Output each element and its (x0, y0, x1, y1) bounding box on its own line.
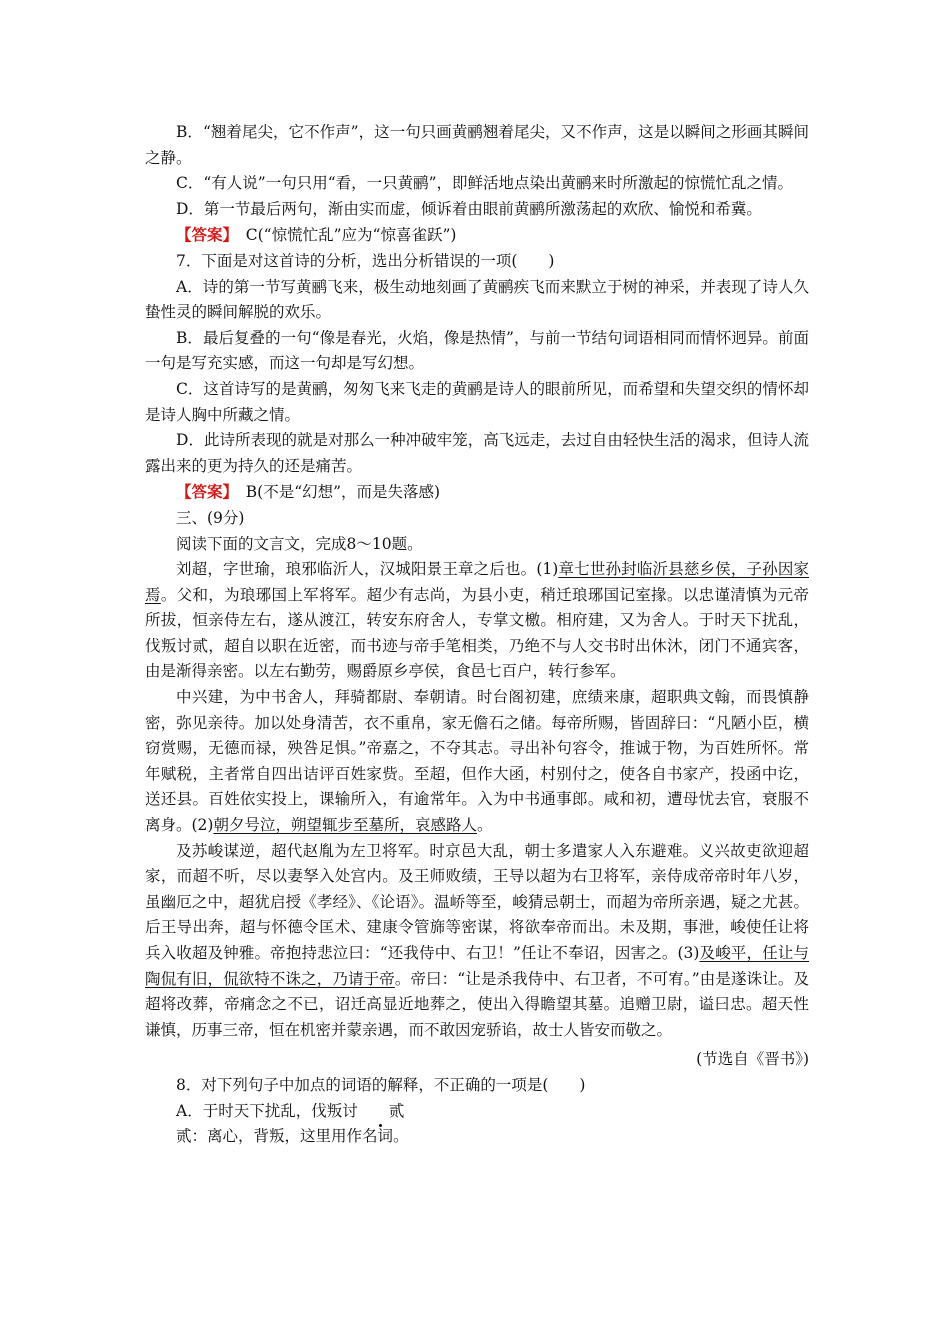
q6-option-c: C．“有人说”一句只用“看，一只黄鹂”，即鲜活地点染出黄鹂来时所激起的惊慌忙乱之情。 (176, 174, 794, 193)
passage-text: 。父和，为琅琊国上军将军。超少有志尚，为县小吏，稍迁琅琊国记室掾。以忠谨清慎为元帝所拔，恒亲侍左右，遂从渡江，转安东府舍人，专掌文檄。相府建，又为舍人。于时天下扰乱，伐叛讨贰，超自以职在近密，而书迹与帝手笔相类，乃绝不与人交书时出休沐，闭门不通宾客，由是渐得亲密。以左右勤劳，赐爵原乡亭侯，食邑七百户，转行参军。 (145, 585, 809, 681)
underlined-sentence-1: 章七世孙封临沂县慈乡侯，子孙因家焉 (145, 560, 809, 604)
passage-text: 及苏峻谋逆，超代赵胤为左卫将军。时京邑大乱，朝士多遣家人入东避难。义兴故吏欲迎超家，而超不听，尽以妻孥入处宫内。及王师败绩，王导以超为右卫将军，亲侍成帝帝时年八岁，虽幽厄之中，超犹启授《孝经》、《论语》。温峤等至，峻猜忌朝士，而超为帝所亲遇，疑之尤甚。后王导出奔，超与怀德令匡术、建康令管旆等密谋，将欲奉帝而出。未及期，事泄，峻使任让将兵入收超及钟雅。帝抱持悲泣曰：“还我侍中、右卫！”任让不奉诏，因害之。(3) (145, 841, 809, 962)
underlined-sentence-3: 及峻平，任让与陶侃有旧，侃欲特不诛之，乃请于帝 (145, 944, 809, 988)
section-heading: 三、(9分) (176, 508, 245, 527)
q8-option-a (145, 1099, 809, 1125)
q6-answer (145, 222, 809, 249)
q7-option-d: D．此诗所表现的就是对那么一种冲破牢笼，高飞远走，去过自由轻快生活的渴求，但诗人流露出来的更为持久的还是痛苦。 (145, 431, 809, 475)
passage-paragraph-3 (145, 839, 809, 1044)
passage-text: 刘超，字世瑜，琅邪临沂人，汉城阳景王章之后也。(1) (176, 560, 559, 579)
passage-source: (节选自《晋书》) (696, 1050, 809, 1069)
q7-option-c: C．这首诗写的是黄鹂，匆匆飞来飞走的黄鹂是诗人的眼前所见，而希望和失望交织的情怀却是诗人胸中所藏之情。 (145, 379, 809, 424)
q7-option-b: B．最后复叠的一句“像是春光，火焰，像是热情”，与前一节结句词语相同而情怀迥异。前面一句是写充实感，而这一句却是写幻想。 (145, 328, 809, 373)
q6-option-b: B．“翘着尾尖，它不作声”，这一句只画黄鹂翘着尾尖，又不作声，这是以瞬间之形画其瞬间之静。 (145, 123, 809, 167)
q8-stem: 8．对下列句子中加点的词语的解释，不正确的一项是( ) (176, 1075, 586, 1094)
q7-answer (145, 479, 809, 506)
passage-paragraph-1 (145, 557, 809, 685)
q6-option-d: D．第一节最后两句，渐由实而虚，倾诉着由眼前黄鹂所激荡起的欢欣、愉悦和希冀。 (176, 199, 762, 218)
answer-label: 【答案】 (176, 482, 231, 502)
answer-label: 【答案】 (176, 225, 231, 245)
q7-option-a: A．诗的第一节写黄鹂飞来，极生动地刻画了黄鹂疾飞而来默立于树的神采，并表现了诗人久蛰性灵的瞬间解脱的欢乐。 (145, 277, 809, 322)
dotted-word: 贰 (358, 1099, 405, 1125)
passage-text: 。 (476, 816, 493, 835)
document-body (145, 120, 809, 1150)
passage-paragraph-2 (145, 685, 809, 839)
answer-text: C(“惊慌忙乱”应为“惊喜雀跃”) (230, 226, 457, 245)
option-text: A．于时天下扰乱，伐叛讨 (176, 1101, 358, 1120)
answer-text: B(不是“幻想”，而是失落感) (230, 483, 441, 502)
section-instruction: 阅读下面的文言文，完成8～10题。 (176, 534, 423, 553)
q7-stem: 7．下面是对这首诗的分析，选出分析错误的一项( ) (176, 251, 555, 270)
q8-explanation: 贰：离心，背叛，这里用作名词。 (176, 1127, 409, 1146)
underlined-sentence-2: 朝夕号泣，朔望辄步至墓所，哀感路人 (213, 816, 477, 835)
passage-text: 。帝曰：“让是杀我侍中、右卫者，不可宥。”由是遂诛让。及超将改葬，帝痛念之不已，诏迁高显近地葬之，使出入得瞻望其墓。追赠卫尉，谥曰忠。超天性谦慎，历事三帝，恒在机密并蒙亲遇，而不敢因宠骄谄，故士人皆安而敬之。 (145, 969, 809, 1039)
passage-text: 中兴建，为中书舍人，拜骑都尉、奉朝请。时台阁初建，庶绩来康，超职典文翰，而畏慎静密，弥见亲待。加以处身清苦，衣不重帛，家无儋石之储。每帝所赐，皆固辞曰：“凡陋小臣，横窃赏赐，无德而禄，殃咎足惧。”帝嘉之，不夺其志。寻出补句容令，推诚于物，为百姓所怀。常年赋税，主者常自四出诘评百姓家赀。至超，但作大函，村别付之，使各自书家产，投函中讫，送还县。百姓依实投上，课输所入，有逾常年。入为中书通事郎。咸和初，遭母忧去官，衰服不离身。(2) (145, 688, 809, 835)
